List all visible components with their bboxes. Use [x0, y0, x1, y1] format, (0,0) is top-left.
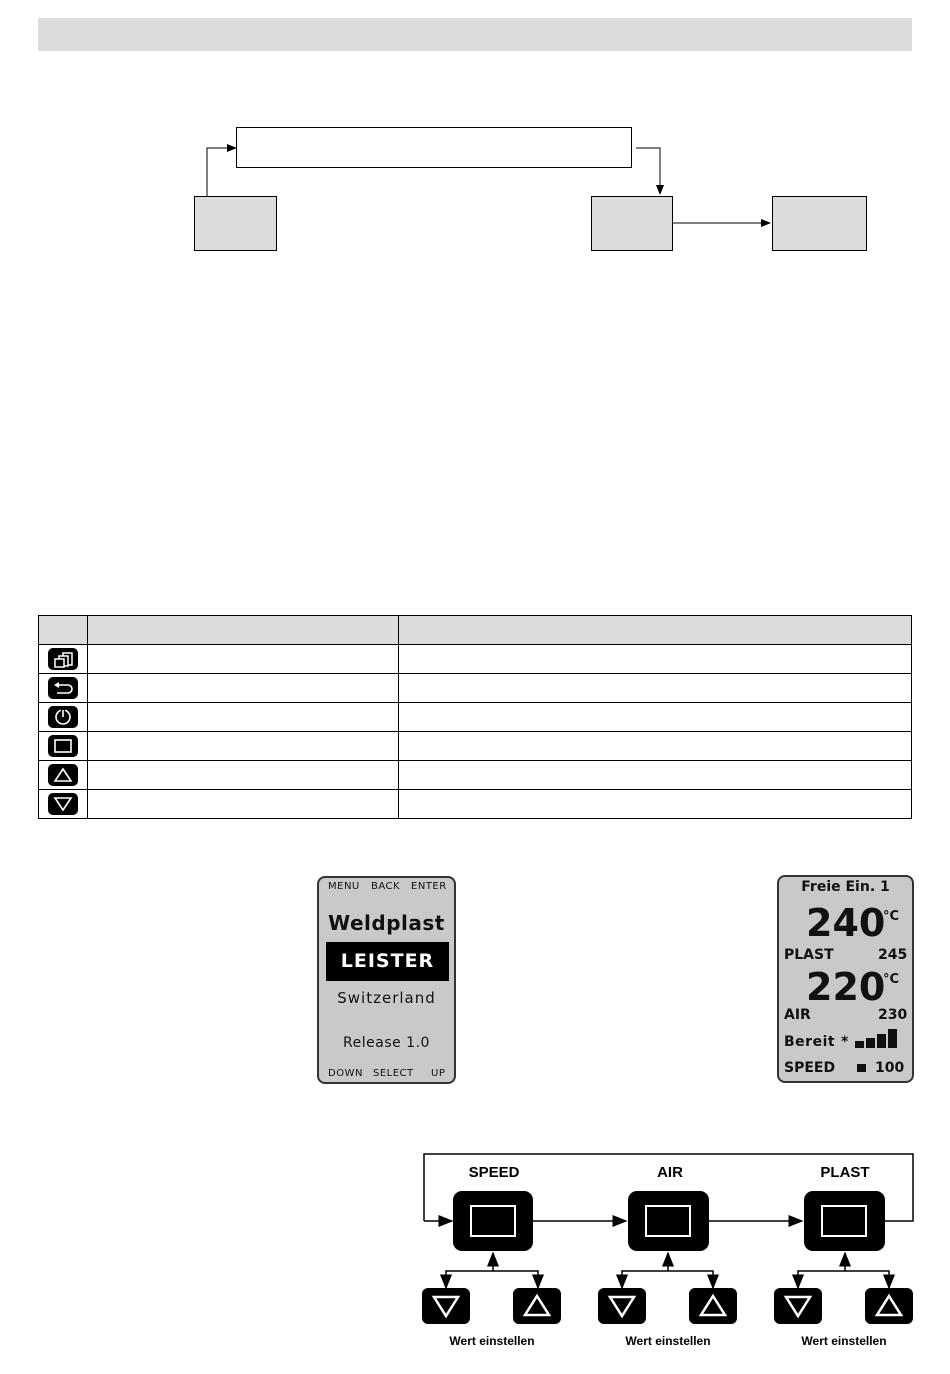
plast-up-button[interactable]: [865, 1288, 913, 1324]
lcd-plast-value: 245: [878, 947, 908, 963]
up-triangle-icon: [513, 1288, 561, 1324]
lcd-label-up: UP: [431, 1068, 446, 1079]
air-down-button[interactable]: [598, 1288, 646, 1324]
lcd-release: Release 1.0: [343, 1035, 430, 1051]
lcd-air-label: AIR: [784, 1007, 811, 1023]
lcd-speed-label: SPEED: [784, 1060, 836, 1076]
speed-up-button[interactable]: [513, 1288, 561, 1324]
lcd-country: Switzerland: [337, 989, 436, 1007]
down-triangle-icon: [774, 1288, 822, 1324]
lcd-unit-air: °C: [883, 972, 900, 987]
lcd-air-value: 230: [878, 1007, 908, 1023]
up-triangle-icon: [865, 1288, 913, 1324]
lcd-brand-name: LEISTER: [340, 950, 435, 972]
lcd-unit-plast: °C: [883, 909, 900, 924]
nav-label-speed: SPEED: [468, 1164, 520, 1181]
speed-enter-button[interactable]: [453, 1191, 533, 1251]
lcd-status: Bereit: [784, 1034, 836, 1050]
lcd-plast-label: PLAST: [784, 947, 834, 963]
lcd-product-name: Weldplast: [328, 911, 445, 935]
lcd-label-menu: MENU: [328, 881, 360, 892]
lcd-status-mark: *: [841, 1034, 849, 1050]
lcd-temp-plast: 240: [806, 901, 886, 945]
lcd-label-down: DOWN: [328, 1068, 363, 1079]
nav-label-plast: PLAST: [820, 1164, 870, 1181]
air-caption: Wert einstellen: [625, 1334, 711, 1348]
up-triangle-icon: [689, 1288, 737, 1324]
down-triangle-icon: [422, 1288, 470, 1324]
plast-enter-button[interactable]: [804, 1191, 885, 1251]
lcd-label-select: SELECT: [373, 1068, 414, 1079]
lcd-temp-air: 220: [806, 965, 886, 1009]
enter-key-icon: [645, 1205, 691, 1237]
plast-caption: Wert einstellen: [801, 1334, 887, 1348]
lcd-label-enter: ENTER: [411, 881, 447, 892]
down-triangle-icon: [598, 1288, 646, 1324]
plast-down-button[interactable]: [774, 1288, 822, 1324]
air-up-button[interactable]: [689, 1288, 737, 1324]
air-enter-button[interactable]: [628, 1191, 709, 1251]
lcd-speed-value: 100: [875, 1060, 905, 1076]
speed-caption: Wert einstellen: [449, 1334, 535, 1348]
lcd-label-back: BACK: [371, 881, 401, 892]
speed-down-button[interactable]: [422, 1288, 470, 1324]
enter-key-icon: [470, 1205, 516, 1237]
nav-label-air: AIR: [657, 1164, 683, 1181]
enter-key-icon: [821, 1205, 867, 1237]
lcd-run-title: Freie Ein. 1: [801, 879, 890, 895]
